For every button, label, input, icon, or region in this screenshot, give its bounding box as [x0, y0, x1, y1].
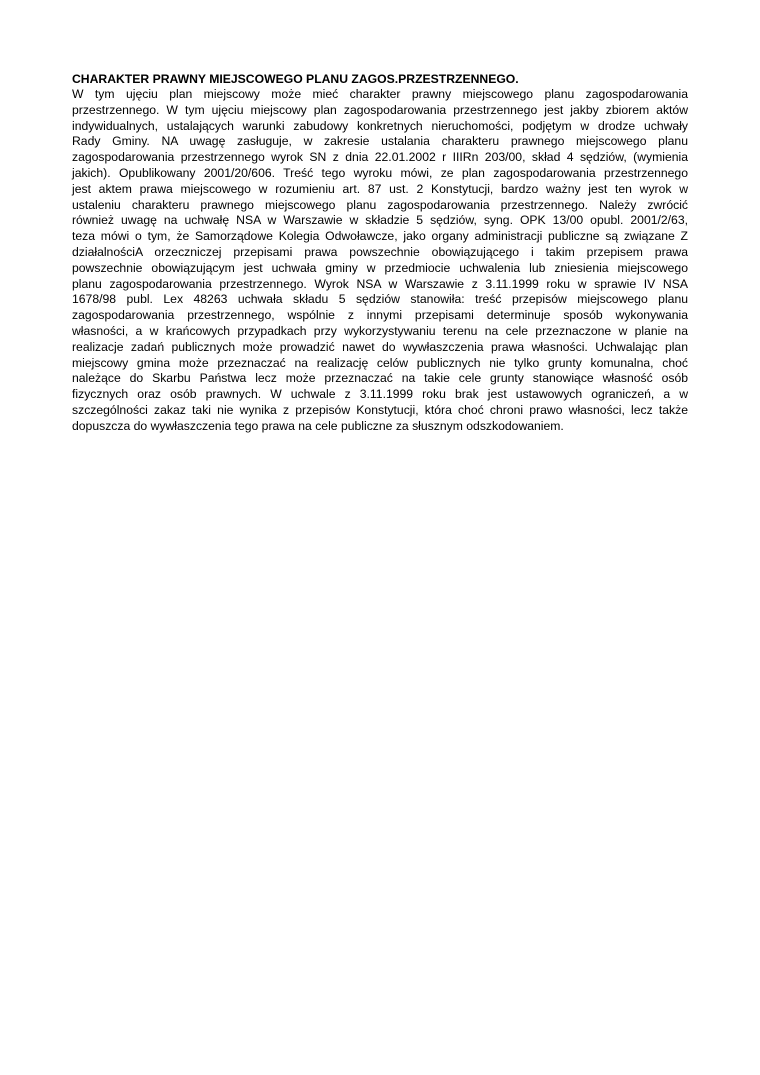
body-line: własności, a w krańcowych przypadkach przy wykorzystywaniu terenu na cele przeznaczone w planie na	[72, 323, 688, 338]
body-line: ustaleniu charakteru prawnego miejscowego planu zagospodarowania przestrzennego. Należy zwrócić	[72, 197, 688, 212]
body-line: teza mówi o tym, że Samorządowe Kolegia Odwoławcze, jako organy administracji publiczne są związane Z	[72, 229, 688, 244]
document-title: CHARAKTER PRAWNY MIEJSCOWEGO PLANU ZAGOS.PRZESTRZENNEGO.	[72, 72, 519, 86]
document-page	[72, 72, 688, 435]
body-line: Rady Gminy. NA uwagę zasługuje, w zakresie ustalania charakteru prawnego miejscowego planu	[72, 134, 688, 149]
body-line: należące do Skarbu Państwa lecz może przeznaczać na takie cele grunty stanowiące własność osób	[72, 371, 688, 386]
body-line: planu zagospodarowania przestrzennego. Wyrok NSA w Warszawie z 3.11.1999 roku w sprawie IV NSA	[72, 276, 688, 291]
body-line: działalnościA orzeczniczej przepisami prawa powszechnie obowiązującego i takim przepisem prawa	[72, 244, 688, 259]
body-line: szczególności zakaz taki nie wynika z przepisów Konstytucji, która choć chroni prawo własności, lecz także	[72, 402, 688, 417]
body-line: zagospodarowania przestrzennego wyrok SN z dnia 22.01.2002 r IIIRn 203/00, skład 4 sędziów, (wymienia	[72, 150, 688, 165]
body-line: miejscowy gmina może przeznaczać na realizację celów publicznych nie tylko grunty komunalna, choć	[72, 355, 688, 370]
body-line: zagospodarowania przestrzennego, wspólnie z innymi przepisami determinuje sposób wykonywania	[72, 308, 688, 323]
body-line: 1678/98 publ. Lex 48263 uchwała składu 5 sędziów stanowiła: treść przepisów miejscowego planu	[72, 292, 688, 307]
body-line: dopuszcza do wywłaszczenia tego prawa na cele publiczne za słusznym odszkodowaniem.	[72, 418, 564, 433]
body-line: realizacje zadań publicznych może prowadzić nawet do wywłaszczenia prawa własności. Uchwalając plan	[72, 339, 688, 354]
body-line: przestrzennego. W tym ujęciu miejscowy plan zagospodarowania przestrzennego jest jakby zbiorem aktów	[72, 102, 688, 117]
body-line: W tym ujęciu plan miejscowy może mieć charakter prawny miejscowego planu zagospodarowania	[72, 87, 688, 101]
body-line: indywidualnych, ustalających warunki zabudowy konkretnych nieruchomości, podjętym w drodze uchwały	[72, 118, 688, 133]
document-body	[72, 87, 688, 435]
body-line: powszechnie obowiązującym jest uchwała gminy w przedmiocie uchwalenia lub zniesienia miejscowego	[72, 260, 688, 275]
body-line: fizycznych oraz osób prawnych. W uchwale z 3.11.1999 roku brak jest ustawowych ograniczeń, a w	[72, 387, 688, 402]
body-line: jakich). Opublikowany 2001/20/606. Treść tego wyroku mówi, ze plan zagospodarowania przestrzennego	[72, 165, 688, 180]
body-line: jest aktem prawa miejscowego w rozumieniu art. 87 ust. 2 Konstytucji, bardzo ważny jest ten wyrok w	[72, 181, 688, 196]
body-line: również uwagę na uchwałę NSA w Warszawie w składzie 5 sędziów, syng. OPK 13/00 opubl. 2001/2/63,	[72, 213, 688, 228]
